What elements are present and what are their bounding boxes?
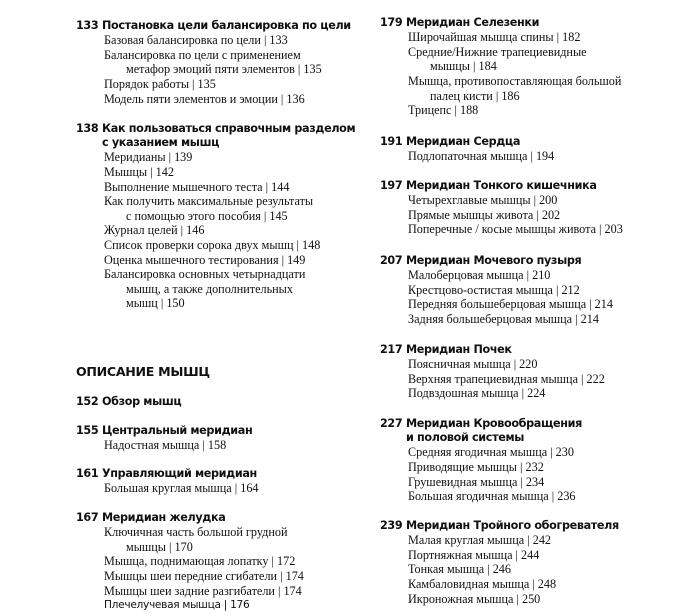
subitem-text: Верхняя трапециевидная мышца | 222 [408, 371, 605, 386]
subitem-text-continued: палец кисти | 186 [430, 88, 520, 103]
toc-entry-133 [76, 19, 366, 106]
toc-subitem[interactable] [76, 194, 366, 223]
toc-subitem[interactable] [380, 74, 680, 103]
subitem-text: Мышца, поднимающая лопатку | 172 [104, 554, 296, 569]
subitem-text: Плечелучевая мышца | 176 [104, 599, 250, 612]
toc-chapter-heading[interactable] [380, 16, 680, 30]
subitem-text: Балансировка по цели с применением [104, 47, 301, 62]
chapter-title: Центральный меридиан [102, 424, 253, 437]
subitem-text: Надостная мышца | 158 [104, 438, 227, 453]
toc-chapter-heading[interactable] [76, 424, 366, 438]
toc-subitem[interactable] [76, 569, 366, 584]
toc-subitem[interactable] [76, 584, 366, 599]
toc-entry-191 [380, 135, 680, 164]
subitem-text: Мышцы | 142 [104, 165, 174, 179]
chapter-page-number: 197 [380, 179, 403, 192]
toc-subitem[interactable] [380, 592, 680, 607]
chapter-title: Меридиан Тонкого кишечника [406, 179, 597, 192]
chapter-title: Обзор мышц [102, 395, 182, 408]
toc-subitem[interactable] [380, 208, 680, 223]
subitem-text: Камбаловидная мышца | 248 [408, 576, 557, 591]
chapter-title: Меридиан желудка [102, 511, 226, 524]
toc-subitem[interactable] [380, 533, 680, 548]
toc-chapter-heading[interactable] [76, 467, 366, 481]
toc-subitem[interactable] [76, 525, 366, 554]
chapter-page-number: 207 [380, 254, 403, 267]
toc-subitem[interactable] [380, 103, 680, 118]
toc-subitem[interactable] [76, 554, 366, 569]
toc-subitem[interactable] [380, 562, 680, 577]
toc-entry-179 [380, 16, 680, 118]
toc-entry-161 [76, 467, 366, 496]
toc-chapter-heading[interactable] [76, 511, 366, 525]
chapter-page-number: 167 [76, 511, 99, 524]
toc-subitem[interactable] [380, 372, 680, 387]
toc-entry-217 [380, 343, 680, 401]
subitem-text: Подвздошная мышца | 224 [408, 386, 546, 401]
chapter-page-number: 217 [380, 343, 403, 356]
toc-subitem[interactable] [380, 475, 680, 490]
toc-subitem[interactable] [380, 312, 680, 327]
toc-subitem[interactable] [76, 223, 366, 238]
subitem-text: Большая круглая мышца | 164 [104, 481, 259, 496]
subitem-text: Передняя большеберцовая мышца | 214 [408, 297, 613, 312]
subitem-text: Журнал целей | 146 [104, 223, 205, 238]
toc-entry-155 [76, 424, 366, 453]
subitem-text: Прямые мышцы живота | 202 [408, 207, 561, 222]
chapter-page-number: 191 [380, 135, 403, 148]
subitem-text: Икроножная мышца | 250 [408, 591, 541, 606]
toc-chapter-heading[interactable] [76, 395, 366, 409]
subitem-text-continued: мышц, а также дополнительных [126, 281, 293, 296]
subitem-text: Четырехглавые мышцы | 200 [408, 193, 558, 208]
chapter-title: Меридиан Мочевого пузыря [406, 254, 582, 267]
subitem-text: Мышцы шеи задние разгибатели | 174 [104, 583, 302, 598]
toc-subitem[interactable] [76, 150, 366, 165]
toc-subitem[interactable] [76, 77, 366, 92]
subitem-text: Трицепс | 188 [408, 103, 479, 118]
subitem-text: Тонкая мышца | 246 [408, 562, 511, 577]
toc-subitem[interactable] [380, 193, 680, 208]
chapter-title: Меридиан Селезенки [406, 16, 540, 29]
subitem-text: Приводящие мышцы | 232 [408, 460, 544, 474]
toc-chapter-heading[interactable] [380, 519, 680, 533]
toc-subitem[interactable] [76, 33, 366, 48]
toc-chapter-heading[interactable] [380, 179, 680, 193]
subitem-text: Грушевидная мышца | 234 [408, 474, 545, 489]
toc-subitem[interactable] [380, 45, 680, 74]
chapter-title: Постановка цели балансировка по цели [102, 19, 351, 32]
subitem-text: Крестцово-остистая мышца | 212 [408, 282, 580, 297]
subitem-text: Базовая балансировка по цели | 133 [104, 33, 288, 48]
toc-entry-227 [380, 417, 680, 504]
subitem-text: Меридианы | 139 [104, 150, 193, 165]
subitem-text-continued: мышцы | 184 [430, 59, 497, 74]
chapter-page-number: 179 [380, 16, 403, 29]
chapter-page-number: 161 [76, 467, 99, 480]
toc-subitem[interactable] [76, 48, 366, 77]
toc-subitem[interactable] [380, 297, 680, 312]
toc-subitem[interactable] [380, 268, 680, 283]
subitem-text: Модель пяти элементов и эмоции | 136 [104, 91, 305, 106]
subitem-text: Большая ягодичная мышца | 236 [408, 489, 576, 504]
subitem-text-continued: метафор эмоций пяти элементов | 135 [126, 62, 322, 77]
toc-entry-152 [76, 395, 366, 409]
subitem-text: Выполнение мышечного теста | 144 [104, 179, 290, 194]
chapter-title-line-2: с указанием мышц [102, 136, 220, 150]
toc-chapter-heading[interactable] [380, 254, 680, 268]
toc-entry-207 [380, 254, 680, 327]
toc-subitem[interactable] [380, 149, 680, 164]
chapter-page-number: 155 [76, 424, 99, 437]
toc-entry-167 [76, 511, 366, 613]
toc-subitem[interactable] [380, 357, 680, 372]
subitem-text: Подлопаточная мышца | 194 [408, 149, 555, 164]
toc-subitem[interactable] [380, 489, 680, 504]
subitem-text: Оценка мышечного тестирования | 149 [104, 252, 306, 267]
toc-entry-197 [380, 179, 680, 237]
toc-subitem[interactable] [76, 180, 366, 195]
toc-entry-138 [76, 122, 366, 311]
chapter-page-number: 133 [76, 19, 99, 32]
toc-subitem[interactable] [76, 598, 366, 613]
subitem-text: Малоберцовая мышца | 210 [408, 268, 551, 283]
subitem-text: Список проверки сорока двух мышц | 148 [104, 237, 321, 252]
chapter-title-line-1: Меридиан Кровообращения [406, 417, 582, 430]
section-title: ОПИСАНИЕ МЫШЦ [76, 364, 210, 379]
toc-chapter-heading[interactable] [380, 417, 680, 445]
toc-chapter-heading[interactable] [76, 19, 366, 33]
toc-subitem[interactable] [380, 283, 680, 298]
toc-chapter-heading[interactable] [380, 343, 680, 357]
subitem-text: Как получить максимальные результаты [104, 194, 314, 209]
toc-entry-239 [380, 519, 680, 606]
toc-subitem[interactable] [380, 460, 680, 475]
toc-subitem[interactable] [380, 30, 680, 45]
chapter-title: Меридиан Сердца [406, 135, 521, 148]
subitem-text: Средние/Нижние трапециевидные [408, 44, 587, 59]
subitem-text-continued: мышц | 150 [126, 296, 185, 311]
subitem-text: Широчайшая мышца спины | 182 [408, 30, 581, 45]
chapter-title-line-2: и половой системы [406, 431, 525, 445]
toc-subitem[interactable] [380, 548, 680, 563]
subitem-text: Поясничная мышца | 220 [408, 357, 538, 372]
subitem-text-continued: с помощью этого пособия | 145 [126, 208, 288, 223]
subitem-text: Балансировка основных четырнадцати [104, 267, 306, 282]
toc-subitem[interactable] [76, 481, 366, 496]
chapter-title-line-1: Как пользоваться справочным разделом [102, 122, 356, 135]
subitem-text: Мышцы шеи передние сгибатели | 174 [104, 568, 304, 583]
chapter-page-number: 227 [380, 417, 403, 430]
chapter-page-number: 239 [380, 519, 403, 532]
toc-subitem[interactable] [76, 438, 366, 453]
toc-subitem[interactable] [76, 267, 366, 311]
chapter-title: Меридиан Почек [406, 343, 512, 356]
toc-subitem[interactable] [380, 386, 680, 401]
chapter-page-number: 138 [76, 122, 99, 135]
toc-subitem[interactable] [76, 253, 366, 268]
chapter-page-number: 152 [76, 395, 99, 408]
subitem-text: Порядок работы | 135 [104, 76, 216, 91]
toc-subitem[interactable] [76, 165, 366, 180]
toc-subitem[interactable] [76, 92, 366, 107]
chapter-title: Меридиан Тройного обогревателя [406, 519, 619, 532]
subitem-text: Мышца, противопоставляющая большой [408, 73, 622, 88]
toc-subitem[interactable] [380, 577, 680, 592]
subitem-text: Ключичная часть большой грудной [104, 525, 288, 540]
subitem-text: Задняя большеберцовая мышца | 214 [408, 311, 599, 326]
toc-subitem[interactable] [76, 238, 366, 253]
subitem-text: Портняжная мышца | 244 [408, 547, 540, 562]
subitem-text: Малая круглая мышца | 242 [408, 533, 552, 548]
subitem-text: Поперечные / косые мышцы живота | 203 [408, 222, 623, 237]
subitem-text-continued: мышцы | 170 [126, 539, 193, 554]
chapter-title: Управляющий меридиан [102, 467, 257, 480]
toc-chapter-heading[interactable] [76, 122, 366, 150]
toc-chapter-heading[interactable] [380, 135, 680, 149]
toc-subitem[interactable] [380, 445, 680, 460]
subitem-text: Средняя ягодичная мышца | 230 [408, 445, 574, 460]
toc-subitem[interactable] [380, 222, 680, 237]
